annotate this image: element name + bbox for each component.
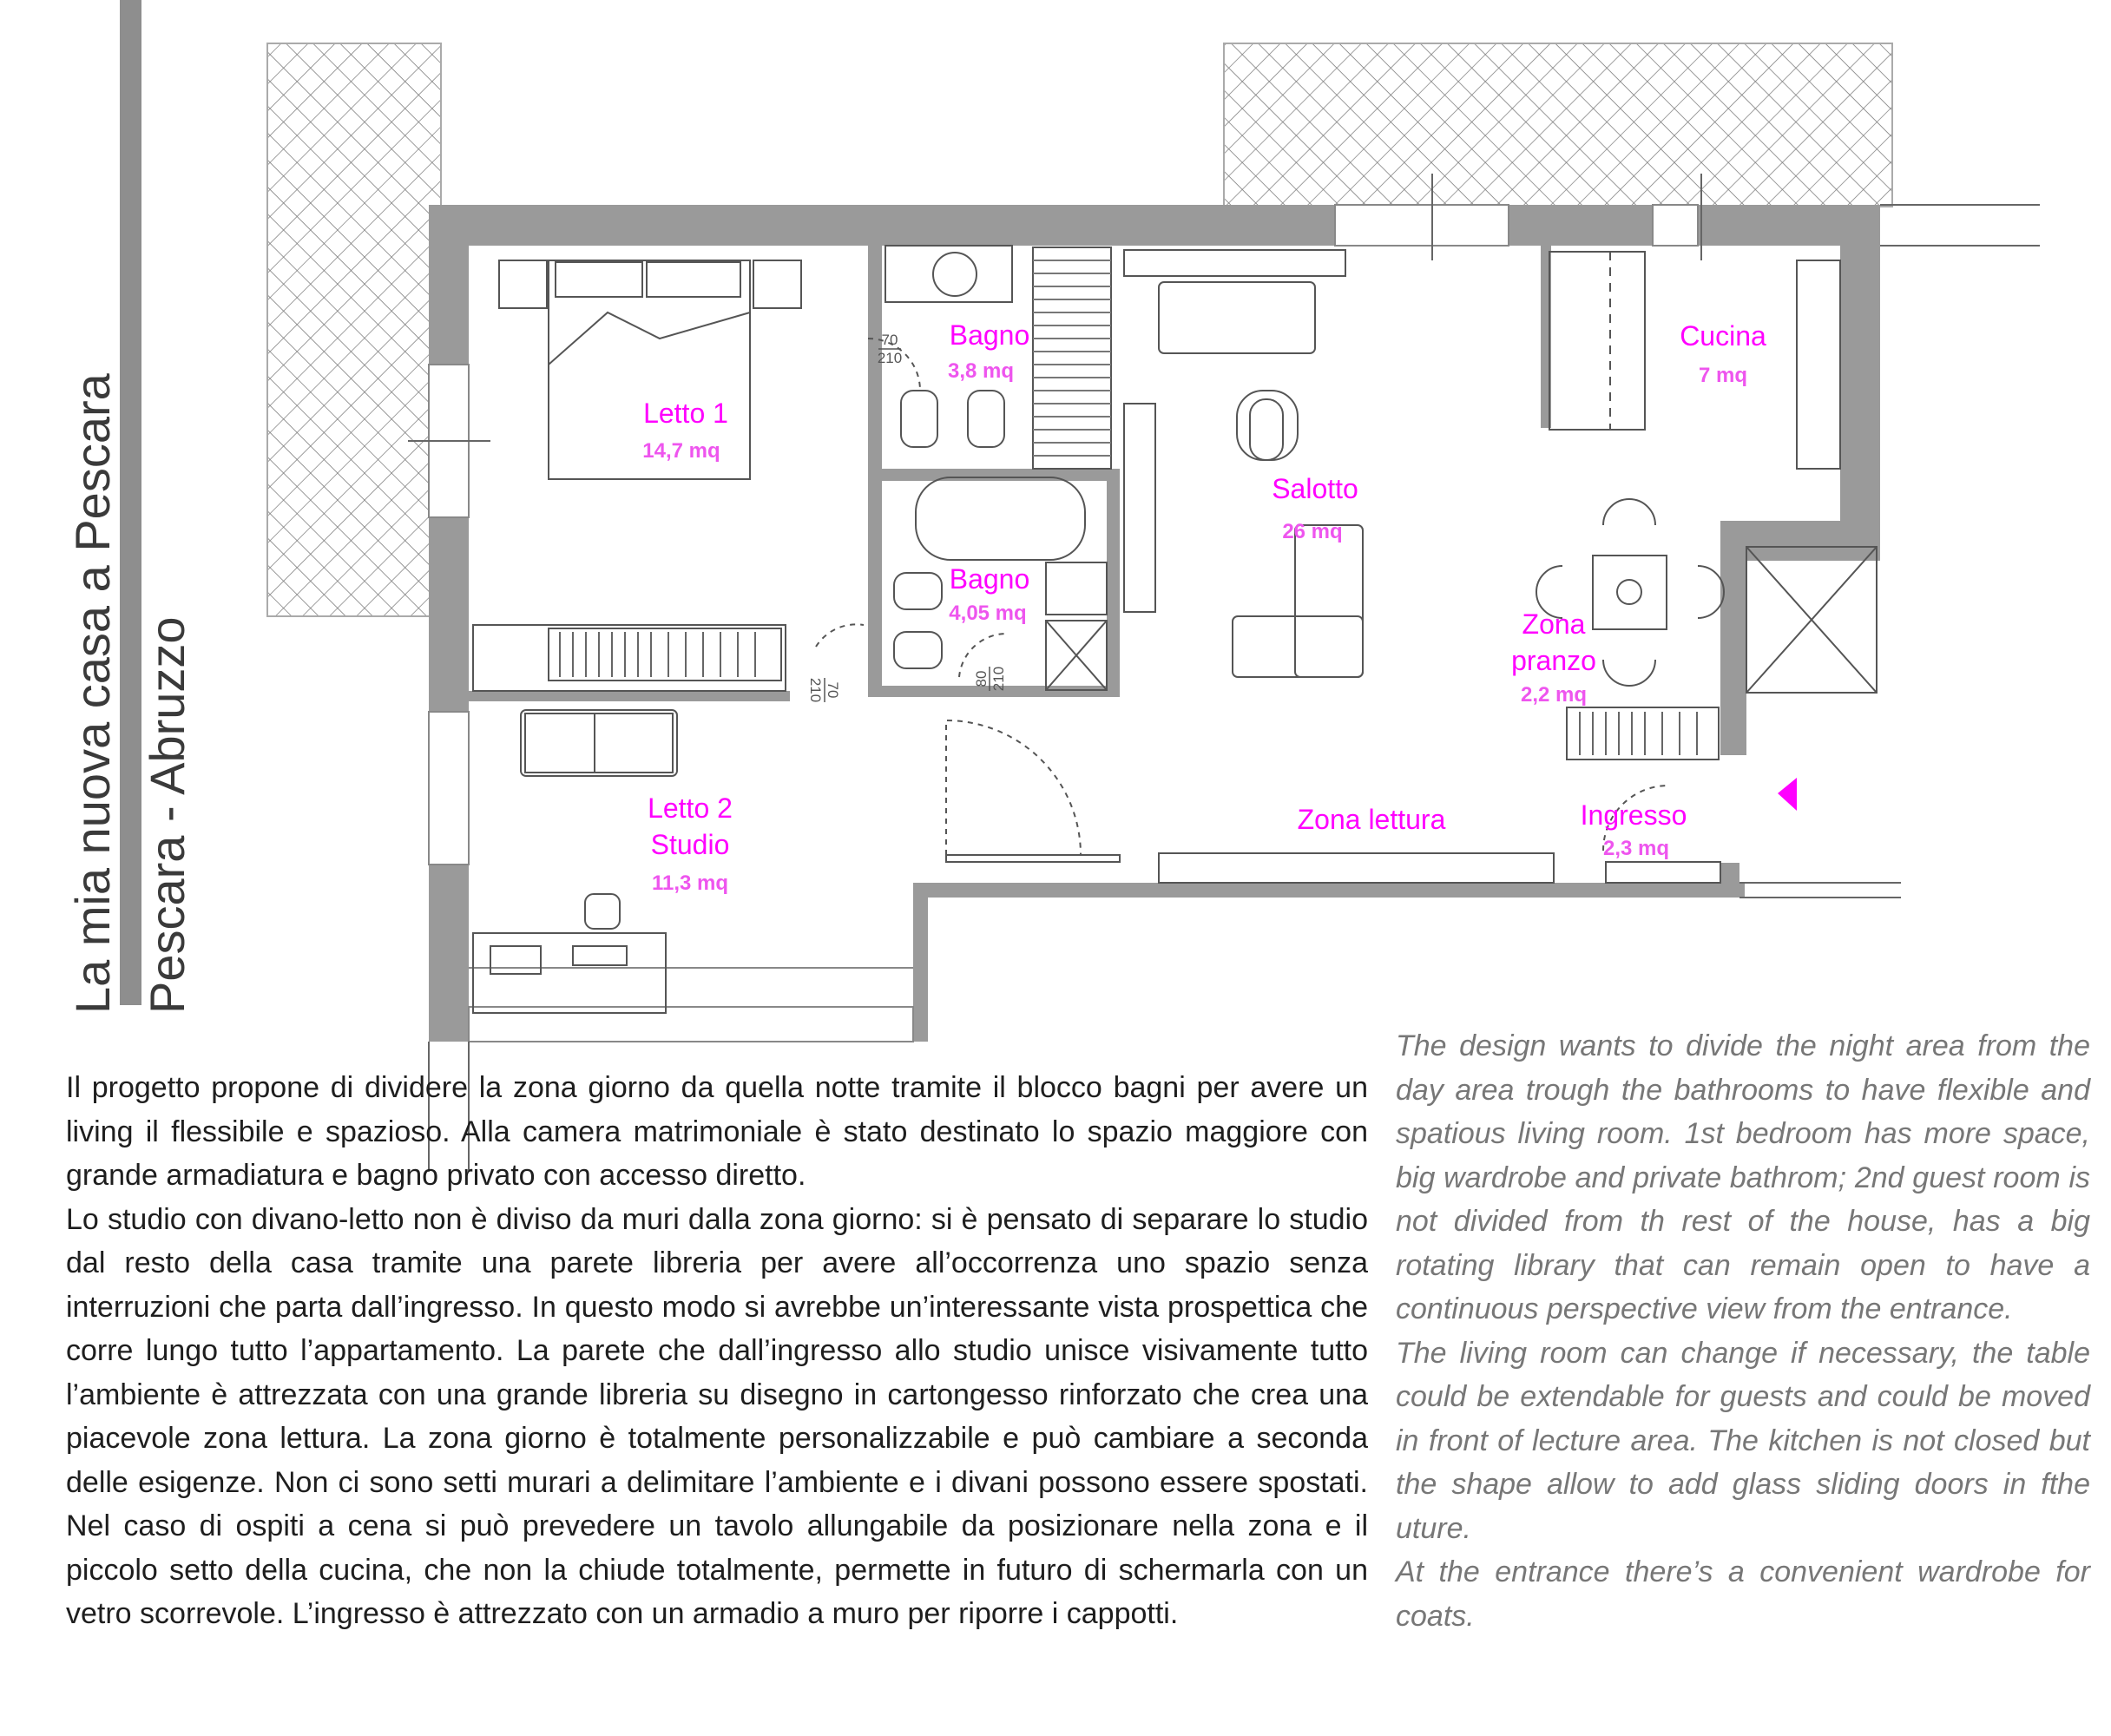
label-lettura: Zona lettura [1297, 804, 1446, 835]
area-pranzo: 2,2 mq [1520, 683, 1588, 707]
dim-w: 80 [973, 670, 990, 687]
label-pranzo-2: pranzo [1511, 645, 1596, 676]
area-letto1: 14,7 mq [642, 439, 720, 463]
dim-w: 70 [825, 681, 841, 699]
dim-h: 210 [990, 666, 1007, 692]
dim-h: 210 [807, 677, 824, 703]
area-letto2: 11,3 mq [651, 871, 729, 895]
label-letto1: Letto 1 [643, 398, 728, 429]
label-ingresso: Ingresso [1580, 799, 1687, 831]
label-bagno2: Bagno [949, 563, 1030, 595]
label-bagno1: Bagno [949, 319, 1030, 351]
area-salotto: 26 mq [1282, 520, 1343, 543]
area-ingresso: 2,3 mq [1602, 837, 1670, 860]
label-letto2-2: Studio [650, 829, 730, 860]
area-cucina: 7 mq [1698, 364, 1748, 387]
description-italian [66, 1066, 1368, 1636]
room-labels [642, 319, 1766, 895]
paragraph: Lo studio con divano-letto non è diviso da muri dalla zona giorno: si è pensato di separare lo studio dal resto della casa tramite una parete libreria per avere all’occorrenza uno spazio senza interruzioni che parta dall’ingresso. In questo modo si avrebbe un’interessante vista prospettica che corre lungo tutto l’appartamento. La parete che dall’ingresso allo studio unisce visivamente tutto l’ambiente è attrezzata con una grande libreria su disegno in cartongesso rinforzato che crea una piacevole zona lettura. La zona giorno è totalmente personalizzabile e può cambiare a seconda delle esigenze. Non ci sono setti murari a delimitare l’ambiente e i divani possono essere spostati. Nel caso di ospiti a cena si può prevedere un tavolo allungabile da posizionare nella zona e il piccolo setto della cucina, che non la chiude totalmente, permette in futuro di schermarla con un vetro scorrevole. L’ingresso è attrezzato con un armadio a muro per riporre i cappotti. [66, 1202, 1368, 1630]
terrace-top [1224, 43, 1892, 207]
label-cucina: Cucina [1680, 320, 1766, 352]
dim-w: 70 [881, 332, 898, 348]
door-dimensions [807, 332, 1007, 702]
area-bagno2: 4,05 mq [949, 602, 1027, 625]
furniture [473, 246, 1877, 1013]
description-english [1396, 1024, 2090, 1638]
paragraph: At the entrance there’s a convenient wardrobe for coats. [1396, 1555, 2090, 1633]
label-letto2-1: Letto 2 [648, 792, 733, 824]
label-pranzo-1: Zona [1522, 608, 1586, 640]
paragraph: The living room can change if necessary, the table could be extendable for guests and could be moved in front of lecture area. The kitchen is not closed but the shape allow to add glass sliding doors in fthe uture. [1396, 1336, 2090, 1545]
terrace-left [267, 43, 441, 616]
label-salotto: Salotto [1272, 473, 1358, 504]
dim-h: 210 [877, 350, 903, 366]
entrance-arrow-icon [1778, 778, 1797, 811]
page-title: La mia nuova casa a Pescara [65, 373, 120, 1014]
walls [429, 205, 1880, 1042]
paragraph: Il progetto propone di dividere la zona giorno da quella notte tramite il blocco bagni per avere un living il flessibile e spazioso. Alla camera matrimoniale è stato destinato lo spazio maggiore con grande armadiatura e bagno privato con accesso diretto. [66, 1071, 1368, 1192]
area-bagno1: 3,8 mq [947, 359, 1015, 383]
page-subtitle: Pescara - Abruzzo [140, 616, 194, 1014]
paragraph: The design wants to divide the night area from the day area trough the bathrooms to have flexible and spatious living room. 1st bedroom has more space, big wardrobe and private bathrom; 2nd guest room is not divided from th rest of the house, has a big rotating library that can remain open to have a continuous perspective view from the entrance. [1396, 1029, 2090, 1325]
